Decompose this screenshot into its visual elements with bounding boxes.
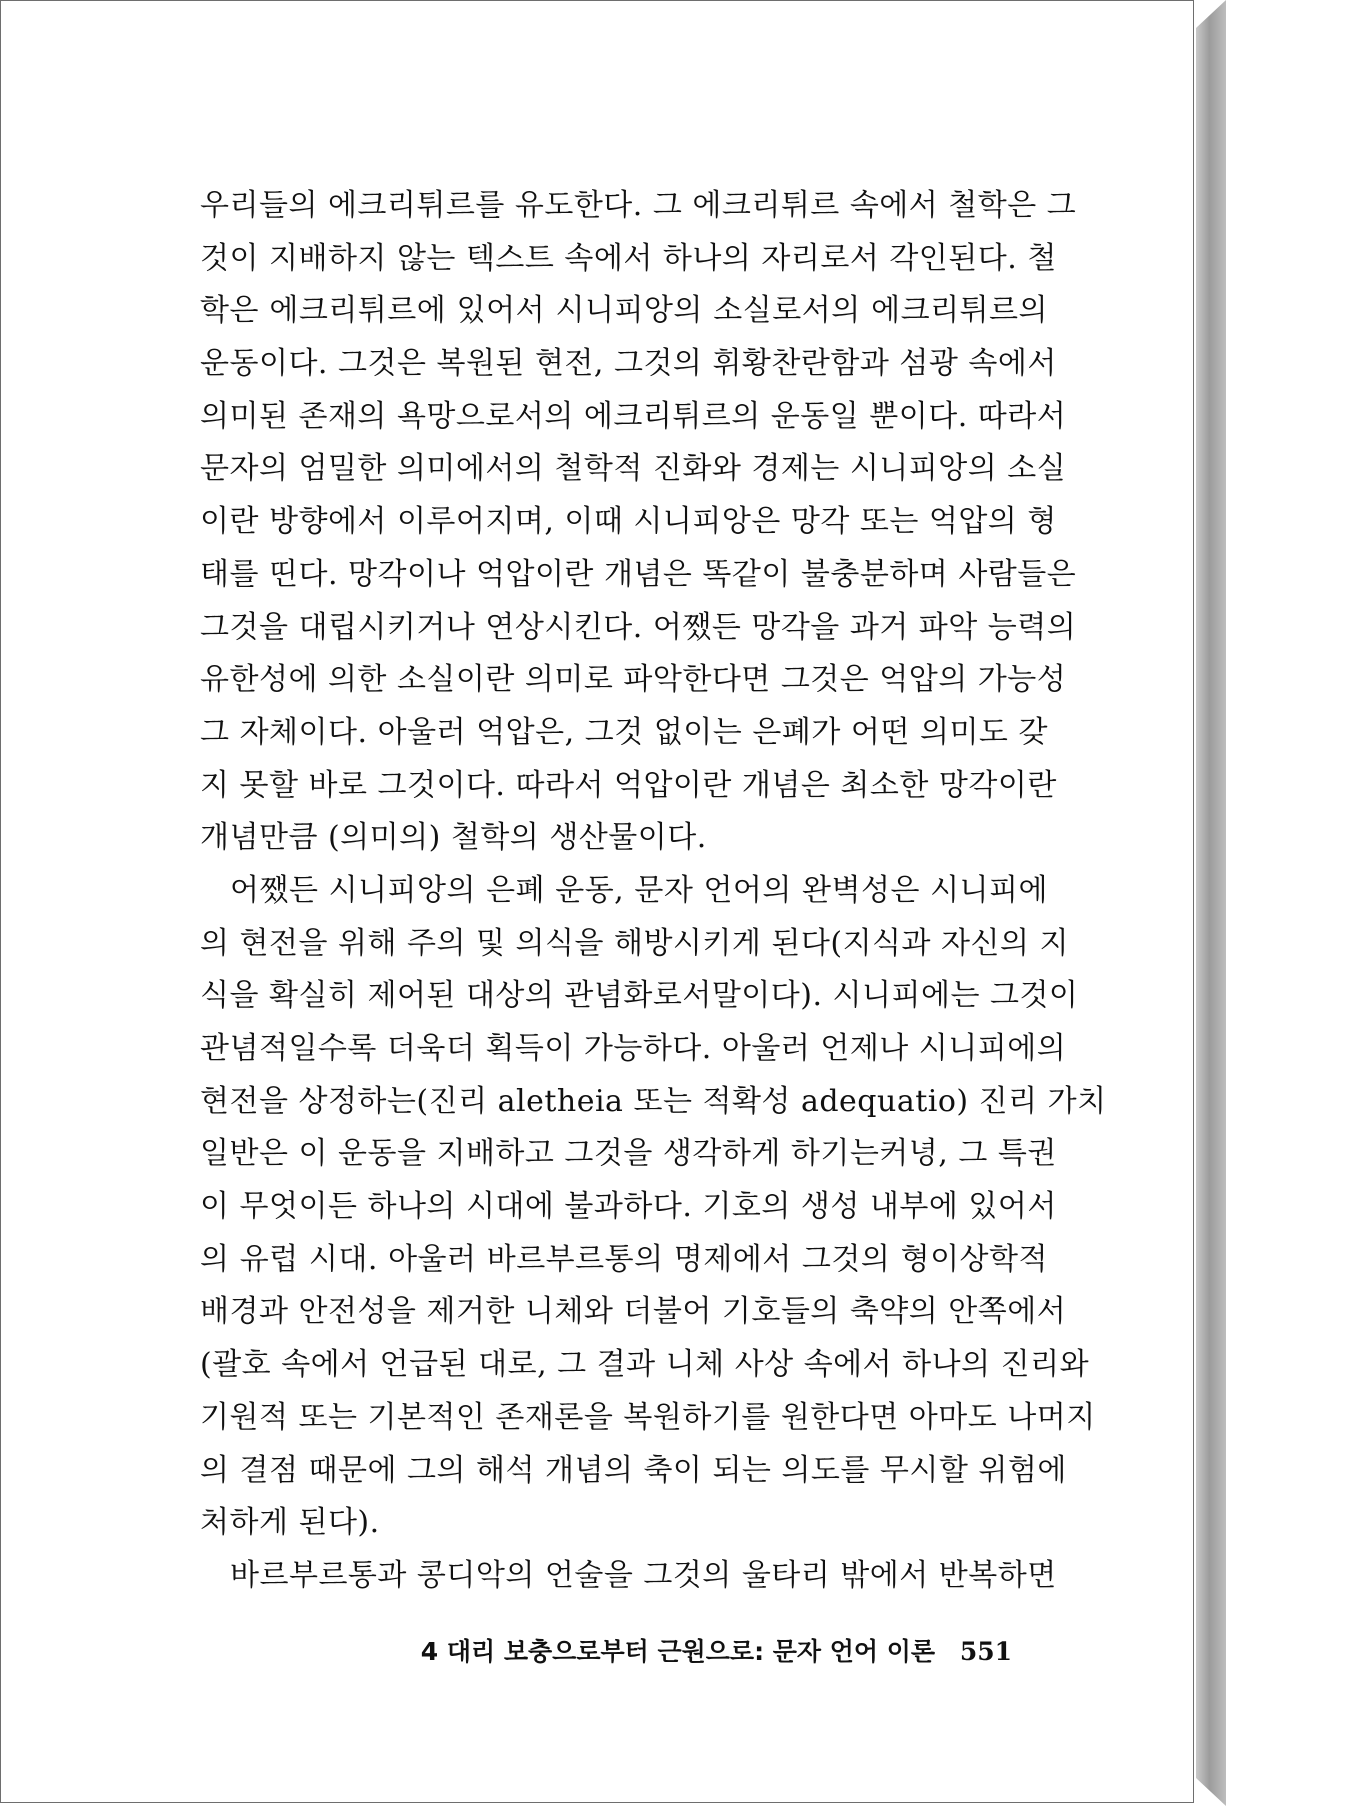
text-line: 학은 에크리튀르에 있어서 시니피앙의 소실로서의 에크리튀르의 <box>200 293 1048 329</box>
text-line: 이란 방향에서 이루어지며, 이때 시니피앙은 망각 또는 억압의 형 <box>200 504 1057 540</box>
text-line: 문자의 엄밀한 의미에서의 철학적 진화와 경제는 시니피앙의 소실 <box>200 451 1067 487</box>
page-number: 551 <box>959 1637 1012 1666</box>
text-line: 기원적 또는 기본적인 존재론을 복원하기를 원한다면 아마도 나머지 <box>200 1399 1096 1435</box>
text-line: 그것을 대립시키거나 연상시킨다. 어쨌든 망각을 과거 파악 능력의 <box>200 609 1077 645</box>
text-line: 개념만큼 (의미의) 철학의 생산물이다. <box>200 820 707 856</box>
text-line: 바르부르통과 콩디악의 언술을 그것의 울타리 밖에서 반복하면 <box>230 1557 1057 1593</box>
text-line: 처하게 된다). <box>200 1505 380 1541</box>
text-line: 배경과 안전성을 제거한 니체와 더불어 기호들의 축약의 안쪽에서 <box>200 1294 1067 1330</box>
text-line: 식을 확실히 제어된 대상의 관념화로서말이다). 시니피에는 그것이 <box>200 978 1079 1014</box>
text-line: 의 유럽 시대. 아울러 바르부르통의 명제에서 그것의 형이상학적 <box>200 1241 1048 1277</box>
text-line: 의미된 존재의 욕망으로서의 에크리튀르의 운동일 뿐이다. 따라서 <box>200 398 1067 434</box>
body-text <box>200 180 1107 1603</box>
text-line: 관념적일수록 더욱더 획득이 가능하다. 아울러 언제나 시니피에의 <box>200 1031 1067 1066</box>
text-line: 그 자체이다. 아울러 억압은, 그것 없이는 은폐가 어떤 의미도 갖 <box>200 714 1048 750</box>
page-edge <box>1196 0 1226 1806</box>
text-line: 일반은 이 운동을 지배하고 그것을 생각하게 하기는커녕, 그 특권 <box>200 1136 1057 1172</box>
page-edge-corner-top <box>1196 0 1226 28</box>
running-head: 4 대리 보충으로부터 근원으로: 문자 언어 이론 <box>420 1637 936 1666</box>
text-line: 지 못할 바로 그것이다. 따라서 억압이란 개념은 최소한 망각이란 <box>200 767 1057 803</box>
text-line: 것이 지배하지 않는 텍스트 속에서 하나의 자리로서 각인된다. 철 <box>200 240 1057 276</box>
text-line: 현전을 상정하는(진리 aletheia 또는 적확성 adequatio) 진리 가치 <box>200 1083 1107 1119</box>
text-line: 의 현전을 위해 주의 및 의식을 해방시키게 된다(지식과 자신의 지 <box>200 925 1070 961</box>
page-footer <box>200 1632 1012 1668</box>
text-line: 이 무엇이든 하나의 시대에 불과하다. 기호의 생성 내부에 있어서 <box>200 1189 1057 1225</box>
text-line: (괄호 속에서 언급된 대로, 그 결과 니체 사상 속에서 하나의 진리와 <box>200 1347 1090 1383</box>
text-line: 유한성에 의한 소실이란 의미로 파악한다면 그것은 억압의 가능성 <box>200 662 1067 698</box>
text-line: 운동이다. 그것은 복원된 현전, 그것의 휘황찬란함과 섬광 속에서 <box>200 346 1057 382</box>
text-line: 어쨌든 시니피앙의 은폐 운동, 문자 언어의 완벽성은 시니피에 <box>230 872 1048 908</box>
page-edge-corner-bottom <box>1196 1778 1226 1806</box>
text-line: 의 결점 때문에 그의 해석 개념의 축이 되는 의도를 무시할 위험에 <box>200 1452 1067 1488</box>
text-line: 우리들의 에크리튀르를 유도한다. 그 에크리튀르 속에서 철학은 그 <box>200 188 1077 223</box>
text-line: 태를 띤다. 망각이나 억압이란 개념은 똑같이 불충분하며 사람들은 <box>200 556 1077 592</box>
